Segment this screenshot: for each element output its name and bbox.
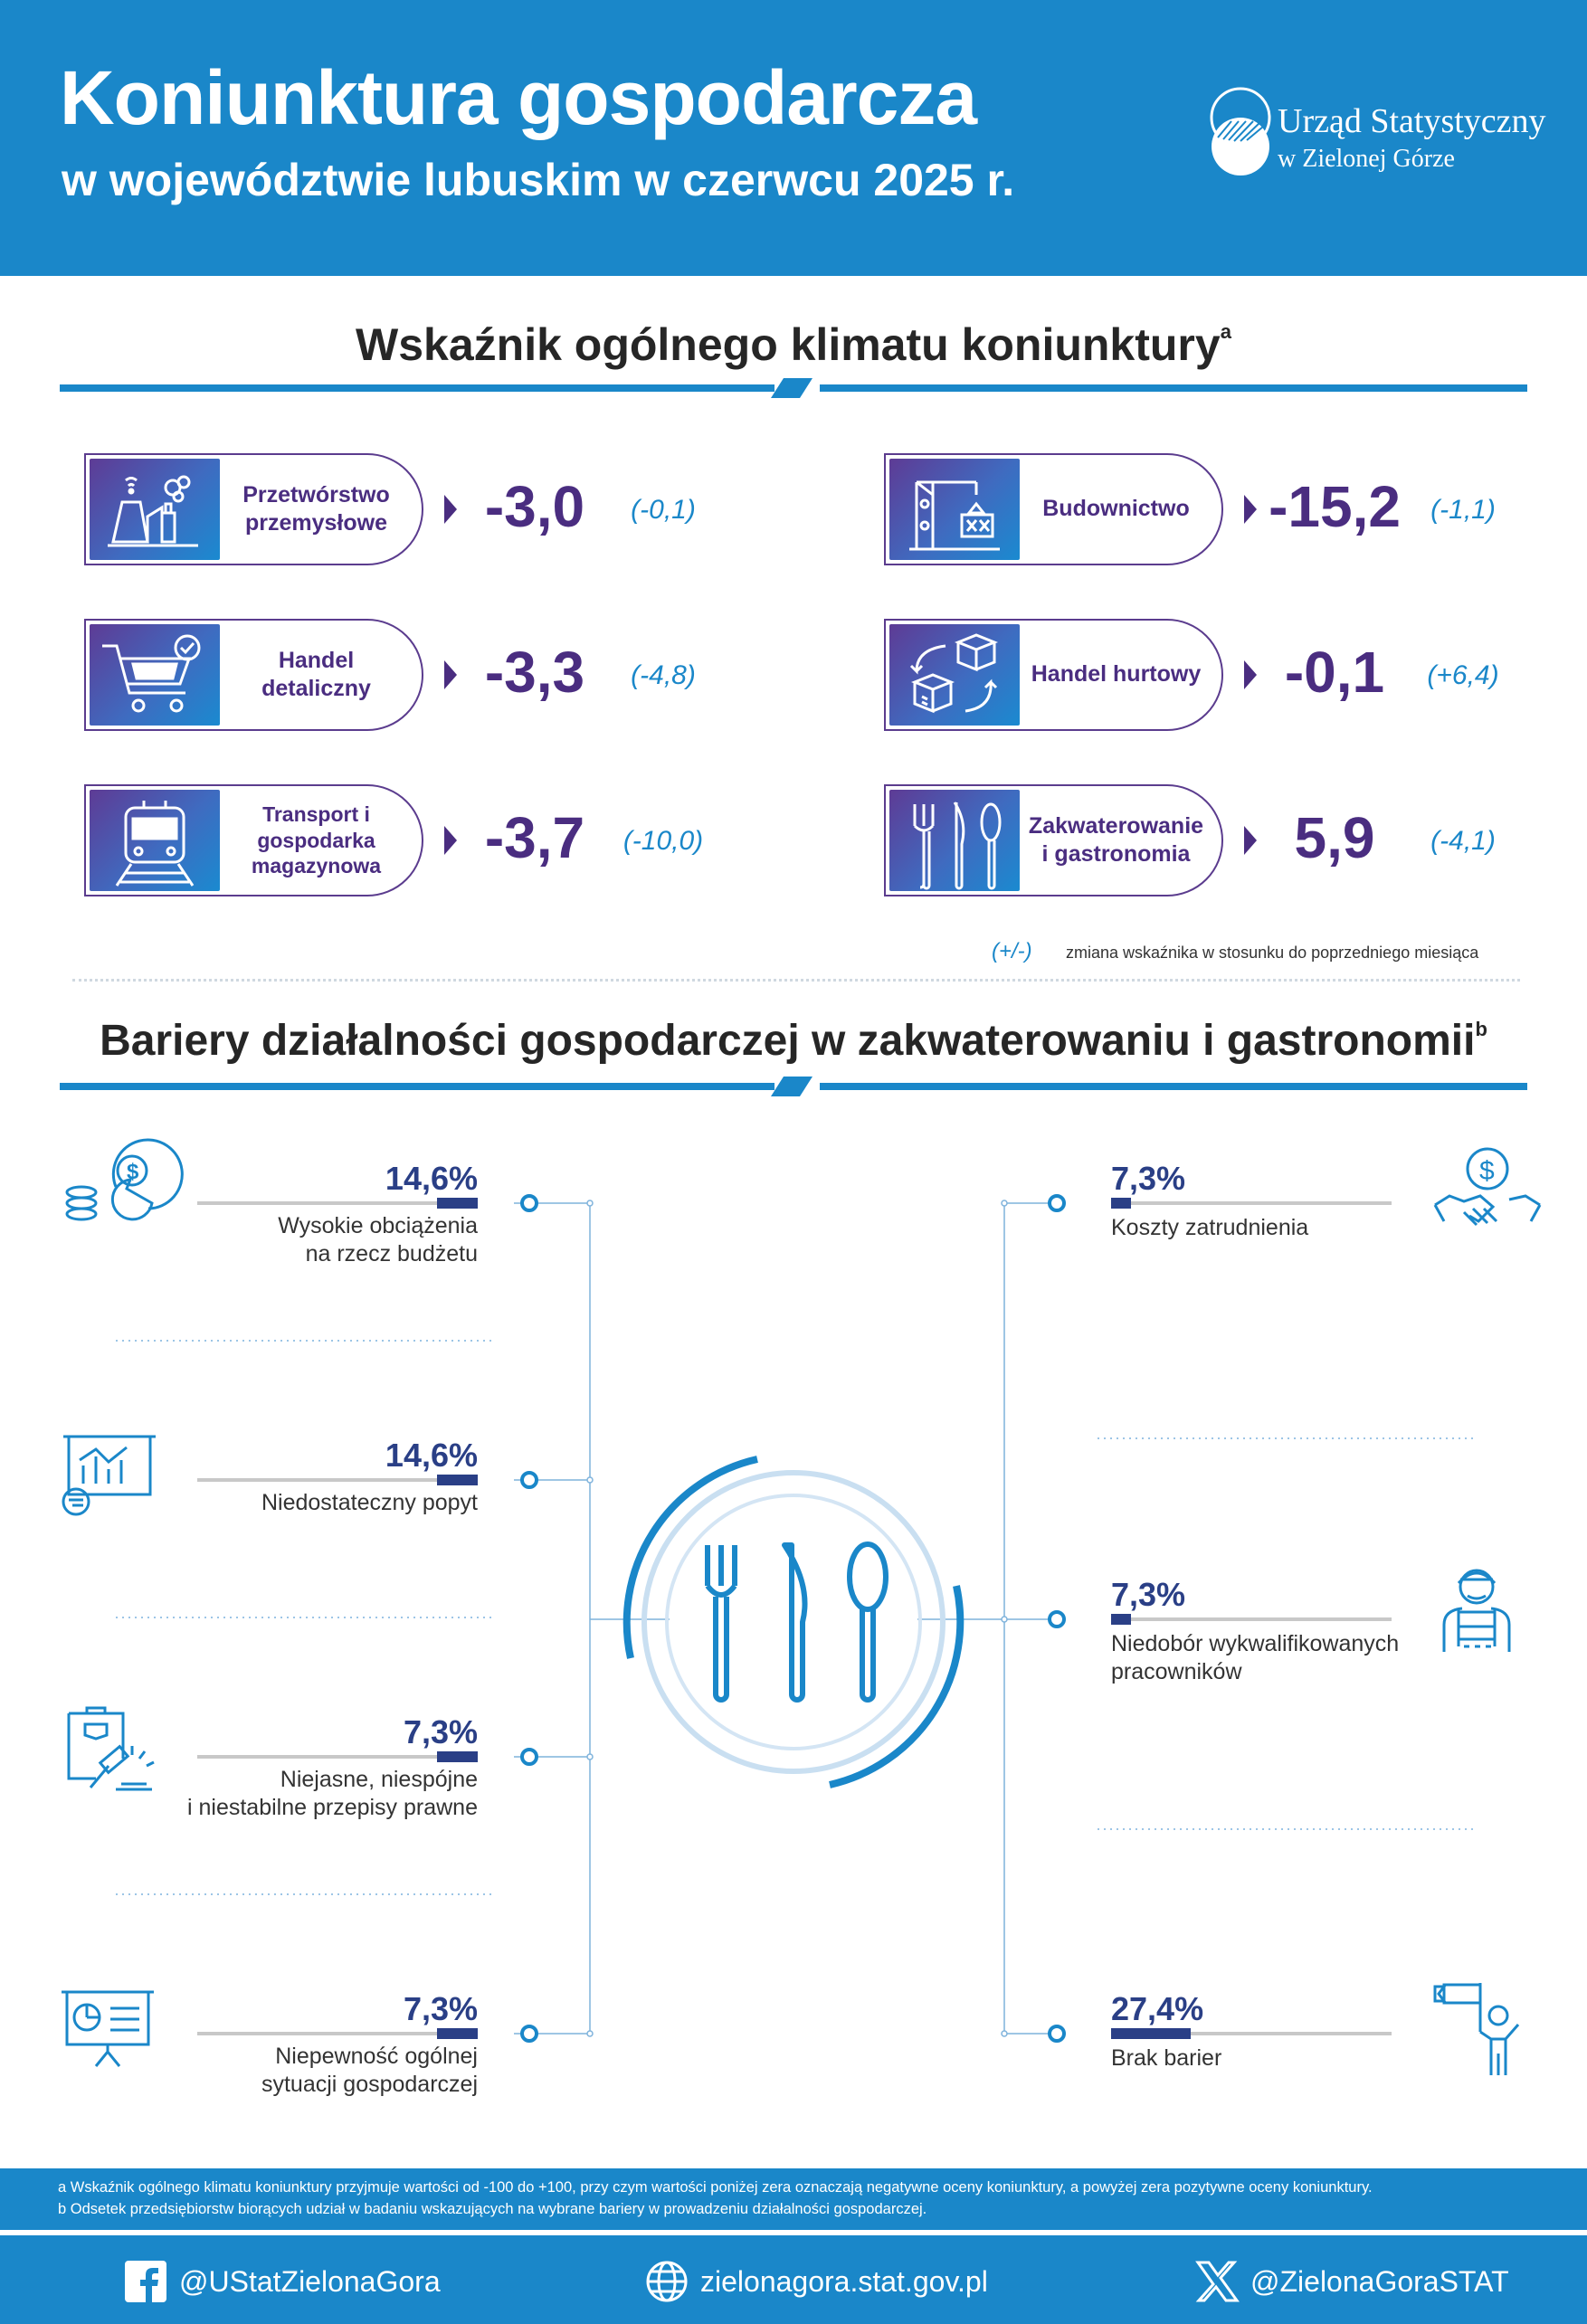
website-link[interactable]: zielonagora.stat.gov.pl — [644, 2259, 988, 2304]
cutlery-icon — [889, 790, 1020, 891]
indicator-card — [884, 784, 1223, 896]
barrier-value: 7,3% — [403, 1713, 478, 1750]
x-link[interactable]: @ZielonaGoraSTAT — [1194, 2259, 1509, 2304]
svg-text:$: $ — [127, 1160, 139, 1184]
indicator-card — [84, 453, 423, 565]
indicator-card — [84, 784, 423, 896]
bar-fill — [1111, 2028, 1191, 2039]
bar-fill — [437, 2028, 478, 2039]
boxes-icon — [889, 624, 1020, 726]
indicator-change: (-0,1) — [631, 495, 696, 525]
indicator-value: -15,2 — [1269, 474, 1401, 539]
section-title-climate: Wskaźnik ogólnego klimatu koniunktury$^a$ — [356, 319, 1231, 370]
page-title: Koniunktura gospodarcza — [60, 55, 977, 140]
sector-label: Zakwaterowanie i gastronomia — [1028, 812, 1204, 867]
bar-fill — [1111, 1198, 1131, 1209]
indicator-value: -3,3 — [484, 640, 585, 705]
barrier-label: Niedostateczny popyt — [261, 1490, 478, 1515]
connector-dot — [522, 2026, 537, 2041]
indicator-card — [84, 619, 423, 731]
sector-label: Przetwórstwo przemysłowe — [242, 481, 390, 536]
barrier-value: 27,4% — [1111, 1990, 1204, 2027]
section-divider — [60, 378, 1527, 398]
facebook-icon — [123, 2259, 168, 2304]
indicator-value: 5,9 — [1294, 805, 1375, 870]
indicator-value: -0,1 — [1284, 640, 1385, 705]
facebook-link[interactable]: @UStatZielonaGora — [123, 2259, 441, 2304]
page-subtitle: w województwie lubuskim w czerwcu 2025 r. — [62, 155, 1015, 205]
bar-fill — [437, 1475, 478, 1485]
indicator-change: (-4,1) — [1430, 826, 1496, 856]
svg-text:$: $ — [1479, 1156, 1495, 1186]
barrier-label: Wysokie obciążenia na rzecz budżetu — [278, 1213, 478, 1267]
barrier-label: Niepewność ogólnej sytuacji gospodarczej — [261, 2044, 478, 2098]
indicator-change: (-4,8) — [631, 660, 696, 690]
train-icon — [90, 790, 220, 891]
bar-fill — [437, 1198, 478, 1209]
connector-dot — [522, 1473, 537, 1487]
statistics-office-logo-icon — [1191, 83, 1290, 183]
indicator-change: (-1,1) — [1430, 495, 1496, 525]
bar-fill — [1111, 1614, 1131, 1625]
section-title-barriers: Bariery działalności gospodarczej w zakwaterowaniu i gastronomii$^b$ — [100, 1017, 1487, 1065]
indicator-change: (-10,0) — [622, 826, 704, 856]
indicator-value: -3,7 — [484, 805, 585, 870]
barrier-label: Niejasne, niespójne i niestabilne przepisy prawne — [186, 1767, 478, 1821]
barrier-value: 14,6% — [385, 1160, 478, 1197]
barrier-value: 14,6% — [385, 1437, 478, 1474]
connector-dot — [1050, 2026, 1064, 2041]
barrier-label: Niedobór wykwalifikowanych pracowników — [1111, 1631, 1400, 1685]
sector-label: Budownictwo — [1042, 496, 1190, 522]
indicator-card — [884, 619, 1223, 731]
connector-dot — [522, 1750, 537, 1764]
factory-icon — [90, 459, 220, 560]
bar-fill — [437, 1751, 478, 1762]
section-separator — [72, 979, 1520, 982]
shopping-cart-icon — [90, 624, 220, 726]
footnotes — [0, 2168, 1587, 2230]
header-banner — [0, 0, 1587, 276]
barrier-value: 7,3% — [1111, 1160, 1186, 1197]
coins-chart-icon — [67, 1140, 182, 1219]
footnote-a: a Wskaźnik ogólnego klimatu koniunktury przyjmuje wartości od -100 do +100, przy czym wartości poniżej zera oznaczają negatywne oceny koniunktury, a powyżej zera pozytywne oceny koniunktury. — [58, 2179, 1373, 2196]
connector-dot — [1050, 1612, 1064, 1627]
indicator-value: -3,0 — [484, 474, 585, 539]
barrier-label: Koszty zatrudnienia — [1111, 1215, 1309, 1240]
indicator-card — [884, 453, 1223, 565]
sector-label: Handel detaliczny — [261, 647, 371, 701]
x-logo-icon — [1194, 2259, 1240, 2304]
connector-dot — [1050, 1196, 1064, 1210]
legend-text: zmiana wskaźnika w stosunku do poprzedniego miesiąca — [1066, 944, 1479, 962]
section-divider — [60, 1077, 1527, 1096]
footnote-b: b Odsetek przedsiębiorstw biorących udział w badaniu wskazujących na wybrane bariery w prowadzeniu działalności gospodarczej. — [58, 2200, 927, 2217]
indicator-change: (+6,4) — [1427, 660, 1499, 690]
globe-icon — [644, 2259, 689, 2304]
crane-icon — [889, 459, 1020, 560]
legend-key: (+/-) — [992, 939, 1032, 963]
connector-dot — [522, 1196, 537, 1210]
org-name: Urząd Statystyczny w Zielonej Górze — [1278, 102, 1546, 173]
footer — [0, 2230, 1587, 2324]
barrier-value: 7,3% — [1111, 1576, 1186, 1613]
barrier-label: Brak barier — [1111, 2045, 1222, 2071]
sector-label: Transport i gospodarka magazynowa — [251, 802, 382, 878]
cutlery-icon — [708, 1544, 886, 1700]
sector-label: Handel hurtowy — [1031, 661, 1202, 688]
barrier-value: 7,3% — [403, 1990, 478, 2027]
